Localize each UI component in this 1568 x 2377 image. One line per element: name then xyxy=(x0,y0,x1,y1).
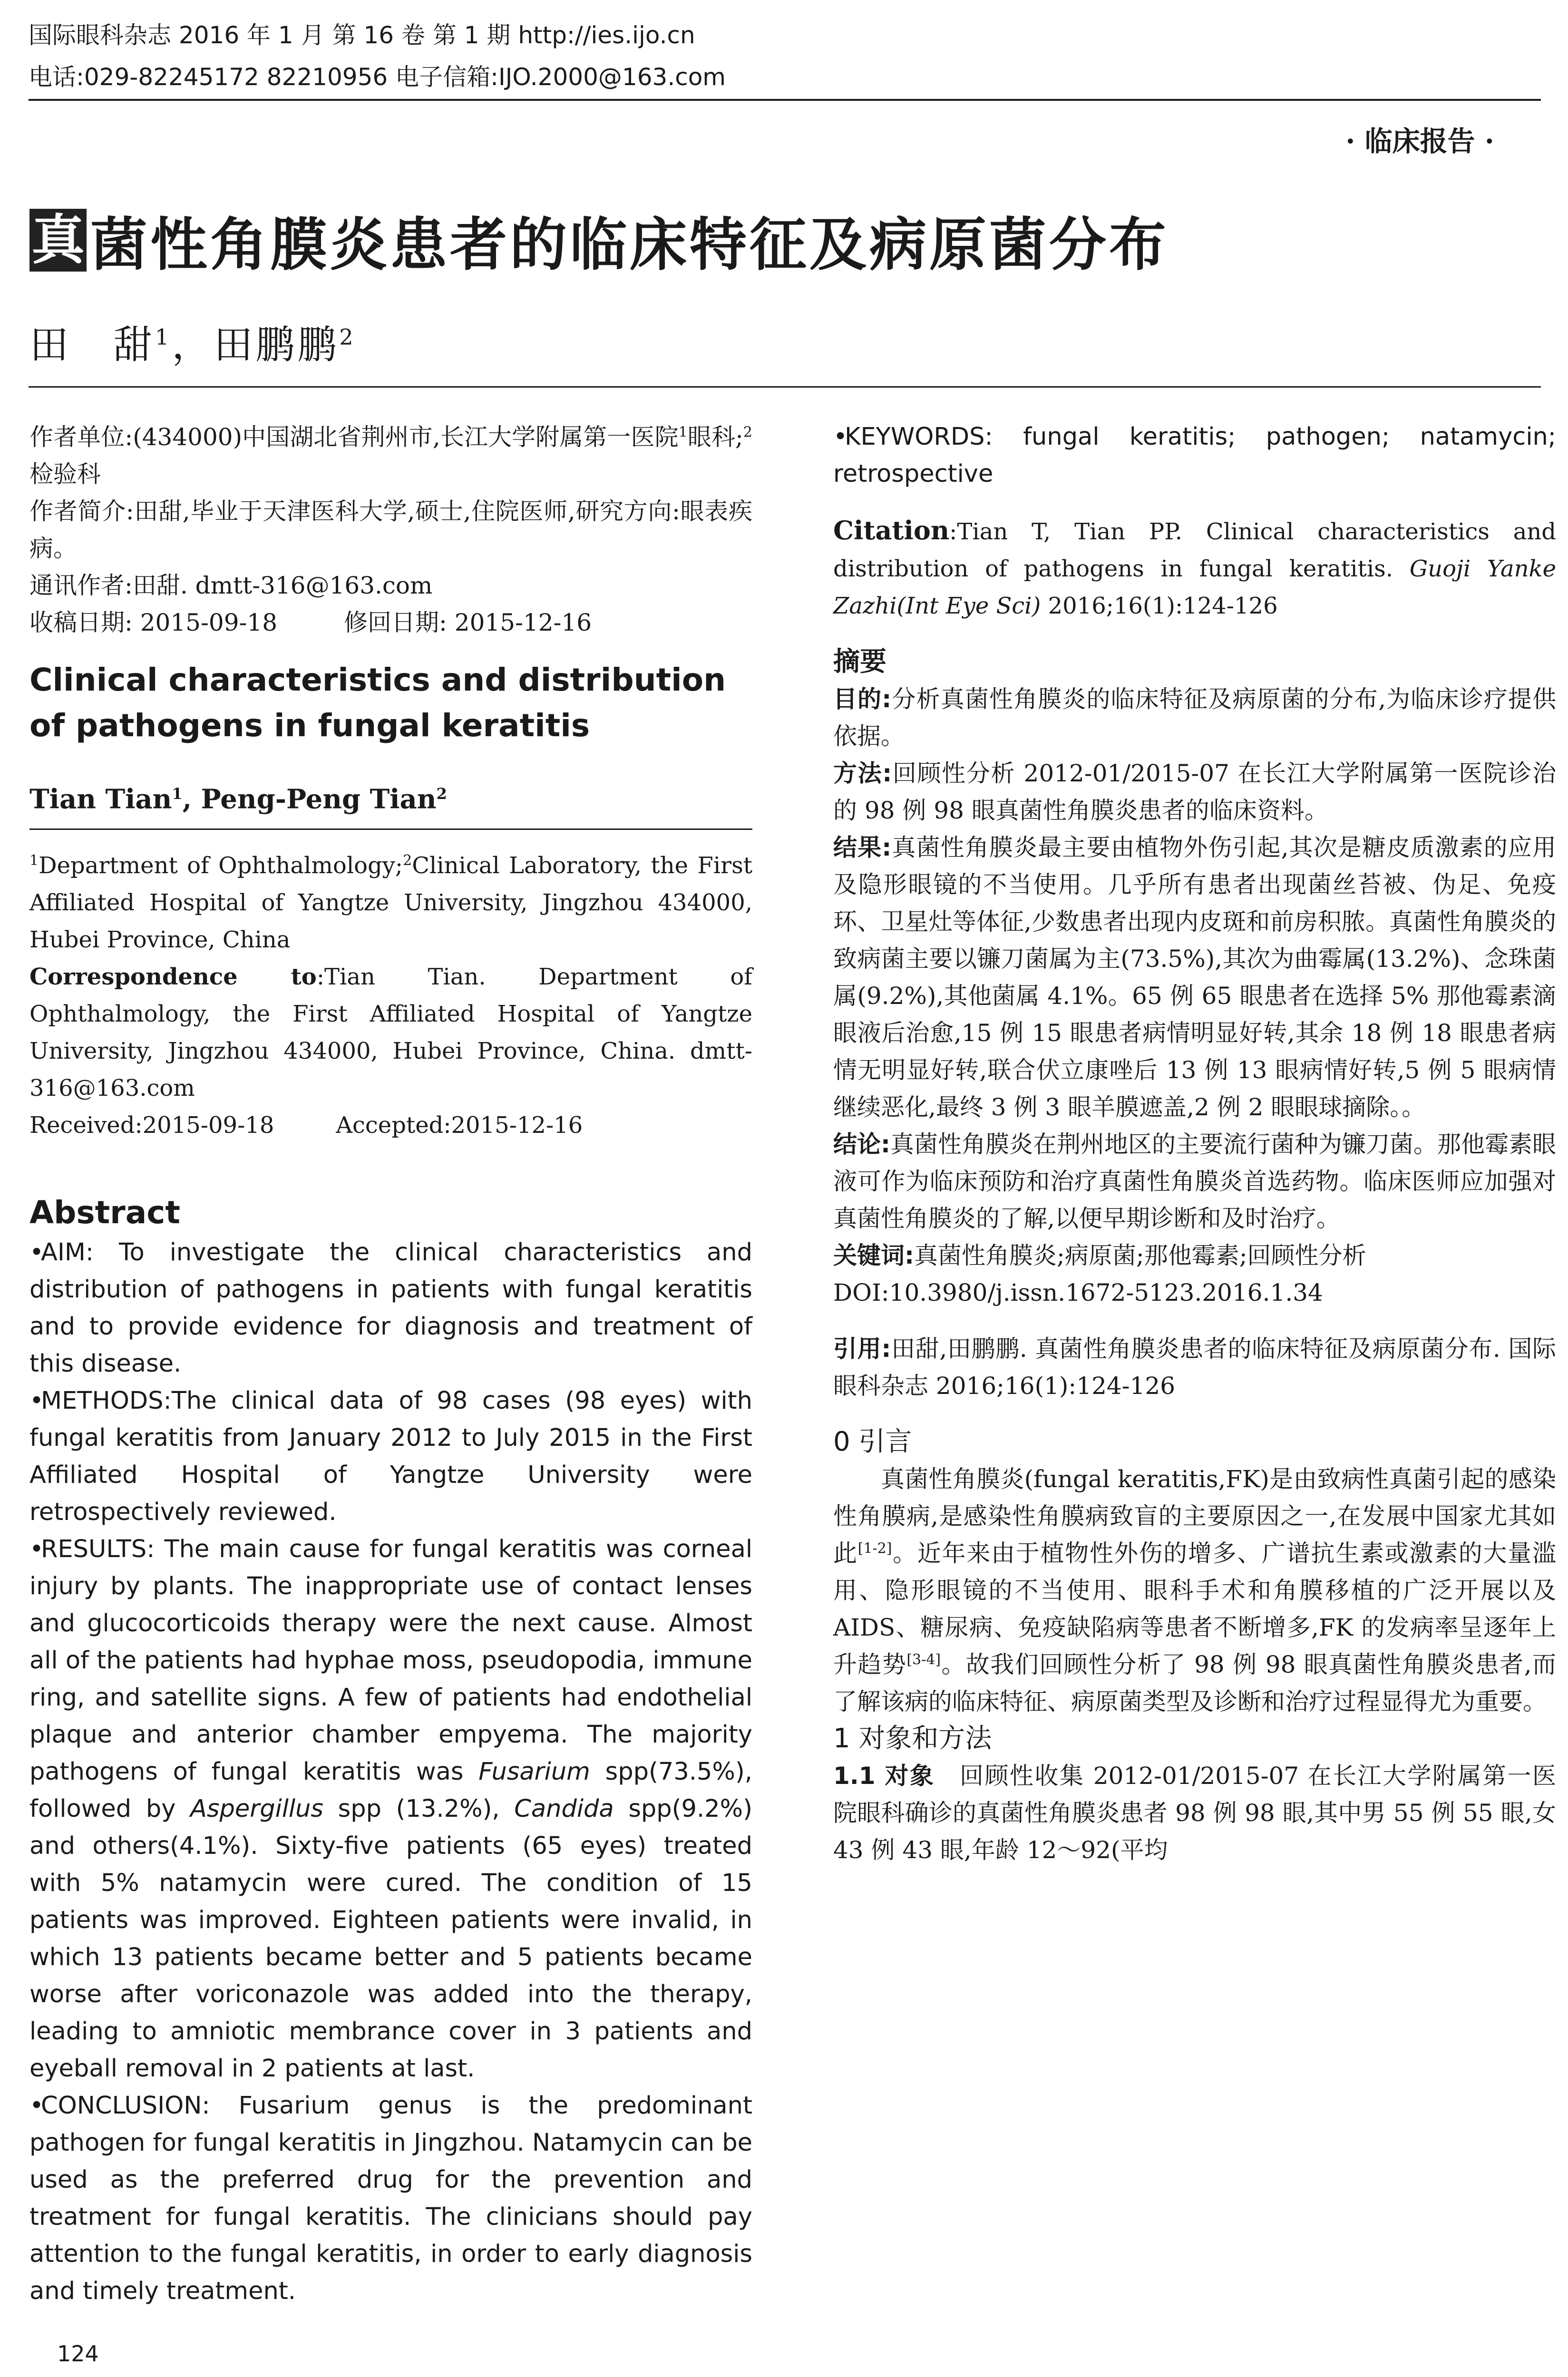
authors-line xyxy=(29,314,356,370)
contact-header: 电话:029-82245172 82210956 电子信箱:IJO.2000@163.com xyxy=(29,63,726,91)
abstract-results: •RESULTS: The main cause for fungal keratitis was corneal injury by plants. The inappropriate use of contact lenses and glucocorticoids therapy were the next cause. Almost all of the patients had hyphae moss, pseudopodia, immune ring, and satellite signs. A few of patients had endothelial plaque and anterior chamber empyema. The majority pathogens of fungal keratitis was Fusarium spp(73.5%), followed by Aspergillus spp (13.2%), Candida spp(9.2%) and others(4.1%). Sixty-five patients (65 eyes) treated with 5% natamycin were cured. The condition of 15 patients was improved. Eighteen patients were invalid, in which 13 patients became better and 5 patients became worse after voriconazole was added into the therapy, leading to amniotic membrance cover in 3 patients and eyeball removal in 2 patients at last. xyxy=(29,1535,752,2083)
abstract-aim: •AIM: To investigate the clinical characteristics and distribution of pathogens in patients with fungal keratitis and to provide evidence for diagnosis and treatment of this disease. xyxy=(29,1238,752,1378)
cn-keywords: 关键词:真菌性角膜炎;病原菌;那他霉素;回顾性分析 xyxy=(833,1242,1366,1269)
methods-subjects: 1.1 对象 回顾性收集 2012-01/2015-07 在长江大学附属第一医院眼科确诊的真菌性角膜炎患者 98 例 98 眼,其中男 55 例 55 眼,女 43 例 43 眼,年龄 12～92(平均 xyxy=(833,1762,1556,1864)
author-unit: 作者单位:(434000)中国湖北省荆州市,长江大学附属第一医院$^1$眼科;$^2$检验科 xyxy=(29,423,752,488)
english-authors: Tian Tian$^1$, Peng-Peng Tian$^2$ xyxy=(29,783,447,815)
abstract-heading: Abstract xyxy=(29,1194,180,1231)
author-separator: ， xyxy=(172,322,214,368)
article-title xyxy=(29,200,1169,281)
page-number: 124 xyxy=(57,2341,99,2367)
methods-heading: 1 对象和方法 xyxy=(833,1723,992,1754)
abstract-keywords: •KEYWORDS: fungal keratitis; pathogen; natamycin; retrospective xyxy=(833,423,1556,488)
right-column xyxy=(833,419,1556,1869)
english-affiliation: $^1$Department of Ophthalmology;$^2$Clinical Laboratory, the First Affiliated Hospital of Yangtze University, Jingzhou 434000, Hubei Province, China xyxy=(29,852,753,953)
corresponding-author: 通讯作者:田甜. dmtt-316@163.com xyxy=(29,572,433,599)
section-label: · 临床报告 · xyxy=(1345,125,1494,157)
cn-abstract-aim: 目的:分析真菌性角膜炎的临床特征及病原菌的分布,为临床诊疗提供依据。 xyxy=(833,685,1556,750)
title-initial-letter: 真 xyxy=(29,209,87,272)
citation-ref: [1-2] xyxy=(857,1540,892,1557)
doi: DOI:10.3980/j.issn.1672-5123.2016.1.34 xyxy=(833,1279,1323,1306)
header-rule xyxy=(29,99,1541,101)
journal-header: 国际眼科杂志 2016 年 1 月 第 16 卷 第 1 期 http://ies.ijo.cn xyxy=(29,21,695,49)
intro-paragraph: 真菌性角膜炎(fungal keratitis,FK)是由致病性真菌引起的感染性角膜病,是感染性角膜病致盲的主要原因之一,在发展中国家尤其如此[1-2]。近年来由于植物性外伤的增多、广谱抗生素或激素的大量滥用、隐形眼镜的不当使用、眼科手术和角膜移植的广泛开展以及 AIDS、糖尿病、免疫缺陷病等患者不断增多,FK 的发病率呈逐年上升趋势[3-4]。故我们回顾性分析了 98 例 98 眼真菌性角膜炎患者,而了解该病的临床特征、病原菌类型及诊断和治疗过程显得尤为重要。 xyxy=(833,1465,1557,1715)
cn-abstract-conclusion: 结论:真菌性角膜炎在荆州地区的主要流行菌种为镰刀菌。那他霉素眼液可作为临床预防和治疗真菌性角膜炎首选药物。临床医师应加强对真菌性角膜炎的了解,以便早期诊断和及时治疗。 xyxy=(833,1130,1556,1232)
english-dates: Received:2015-09-18 Accepted:2015-12-16 xyxy=(29,1111,583,1139)
cn-abstract-results: 结果:真菌性角膜炎最主要由植物外伤引起,其次是糖皮质激素的应用及隐形眼镜的不当使用。几乎所有患者出现菌丝苔被、伪足、免疫环、卫星灶等体征,少数患者出现内皮斑和前房积脓。真菌性角膜炎的致病菌主要以镰刀菌属为主(73.5%),其次为曲霉属(13.2%)、念珠菌属(9.2%),其他菌属 4.1%。65 例 65 眼患者在选择 5% 那他霉素滴眼液后治愈,15 例 15 眼患者病情明显好转,其余 18 例 18 眼患者病情无明显好转,联合伏立康唑后 13 例 13 眼病情好转,5 例 5 眼病情继续恶化,最终 3 例 3 眼羊膜遮盖,2 例 2 眼眼球摘除。。 xyxy=(833,834,1556,1121)
author-affil-mark: 1 xyxy=(155,324,172,350)
title-text: 菌性角膜炎患者的临床特征及病原菌分布 xyxy=(90,212,1169,278)
citation: Citation:Tian T, Tian PP. Clinical characteristics and distribution of pathogens in fungal keratitis. Guoji Yanke Zazhi(Int Eye Sci) 2016;16(1):124-126 xyxy=(833,515,1556,619)
left-column xyxy=(29,419,752,2310)
author-name: 田鹏鹏 xyxy=(214,322,340,368)
english-authors-rule xyxy=(29,828,752,830)
author-bio: 作者简介:田甜,毕业于天津医科大学,硕士,住院医师,研究方向:眼表疾病。 xyxy=(29,497,752,562)
citation-ref: [3-4] xyxy=(906,1651,941,1668)
cn-citation: 引用:田甜,田鹏鹏. 真菌性角膜炎患者的临床特征及病原菌分布. 国际眼科杂志 2016;16(1):124-126 xyxy=(833,1335,1557,1400)
intro-heading: 0 引言 xyxy=(833,1426,912,1457)
title-rule xyxy=(29,386,1541,388)
abstract-methods: •METHODS:The clinical data of 98 cases (98 eyes) with fungal keratitis from January 2012 to July 2015 in the First Affiliated Hospital of Yangtze University were retrospectively reviewed. xyxy=(29,1386,752,1526)
author-affil-mark: 2 xyxy=(339,324,356,350)
cn-abstract-heading: 摘要 xyxy=(833,646,886,677)
english-title: Clinical characteristics and distribution of pathogens in fungal keratitis xyxy=(29,662,726,744)
author-name: 田 甜 xyxy=(29,322,156,368)
cn-abstract-methods: 方法:回顾性分析 2012-01/2015-07 在长江大学附属第一医院诊治的 98 例 98 眼真菌性角膜炎患者的临床资料。 xyxy=(833,760,1556,824)
english-correspondence: Correspondence to:Tian Tian. Department of Ophthalmology, the First Affiliated Hospital of Yangtze University, Jingzhou 434000, Hubei Province, China. dmtt-316@163.com xyxy=(29,963,752,1101)
dates-line: 收稿日期: 2015-09-18 修回日期: 2015-12-16 xyxy=(29,609,592,636)
abstract-conclusion: •CONCLUSION: Fusarium genus is the predominant pathogen for fungal keratitis in Jingzhou. Natamycin can be used as the preferred drug for the prevention and treatment for fungal keratitis. The clinicians should pay attention to the fungal keratitis, in order to early diagnosis and timely treatment. xyxy=(29,2091,752,2305)
